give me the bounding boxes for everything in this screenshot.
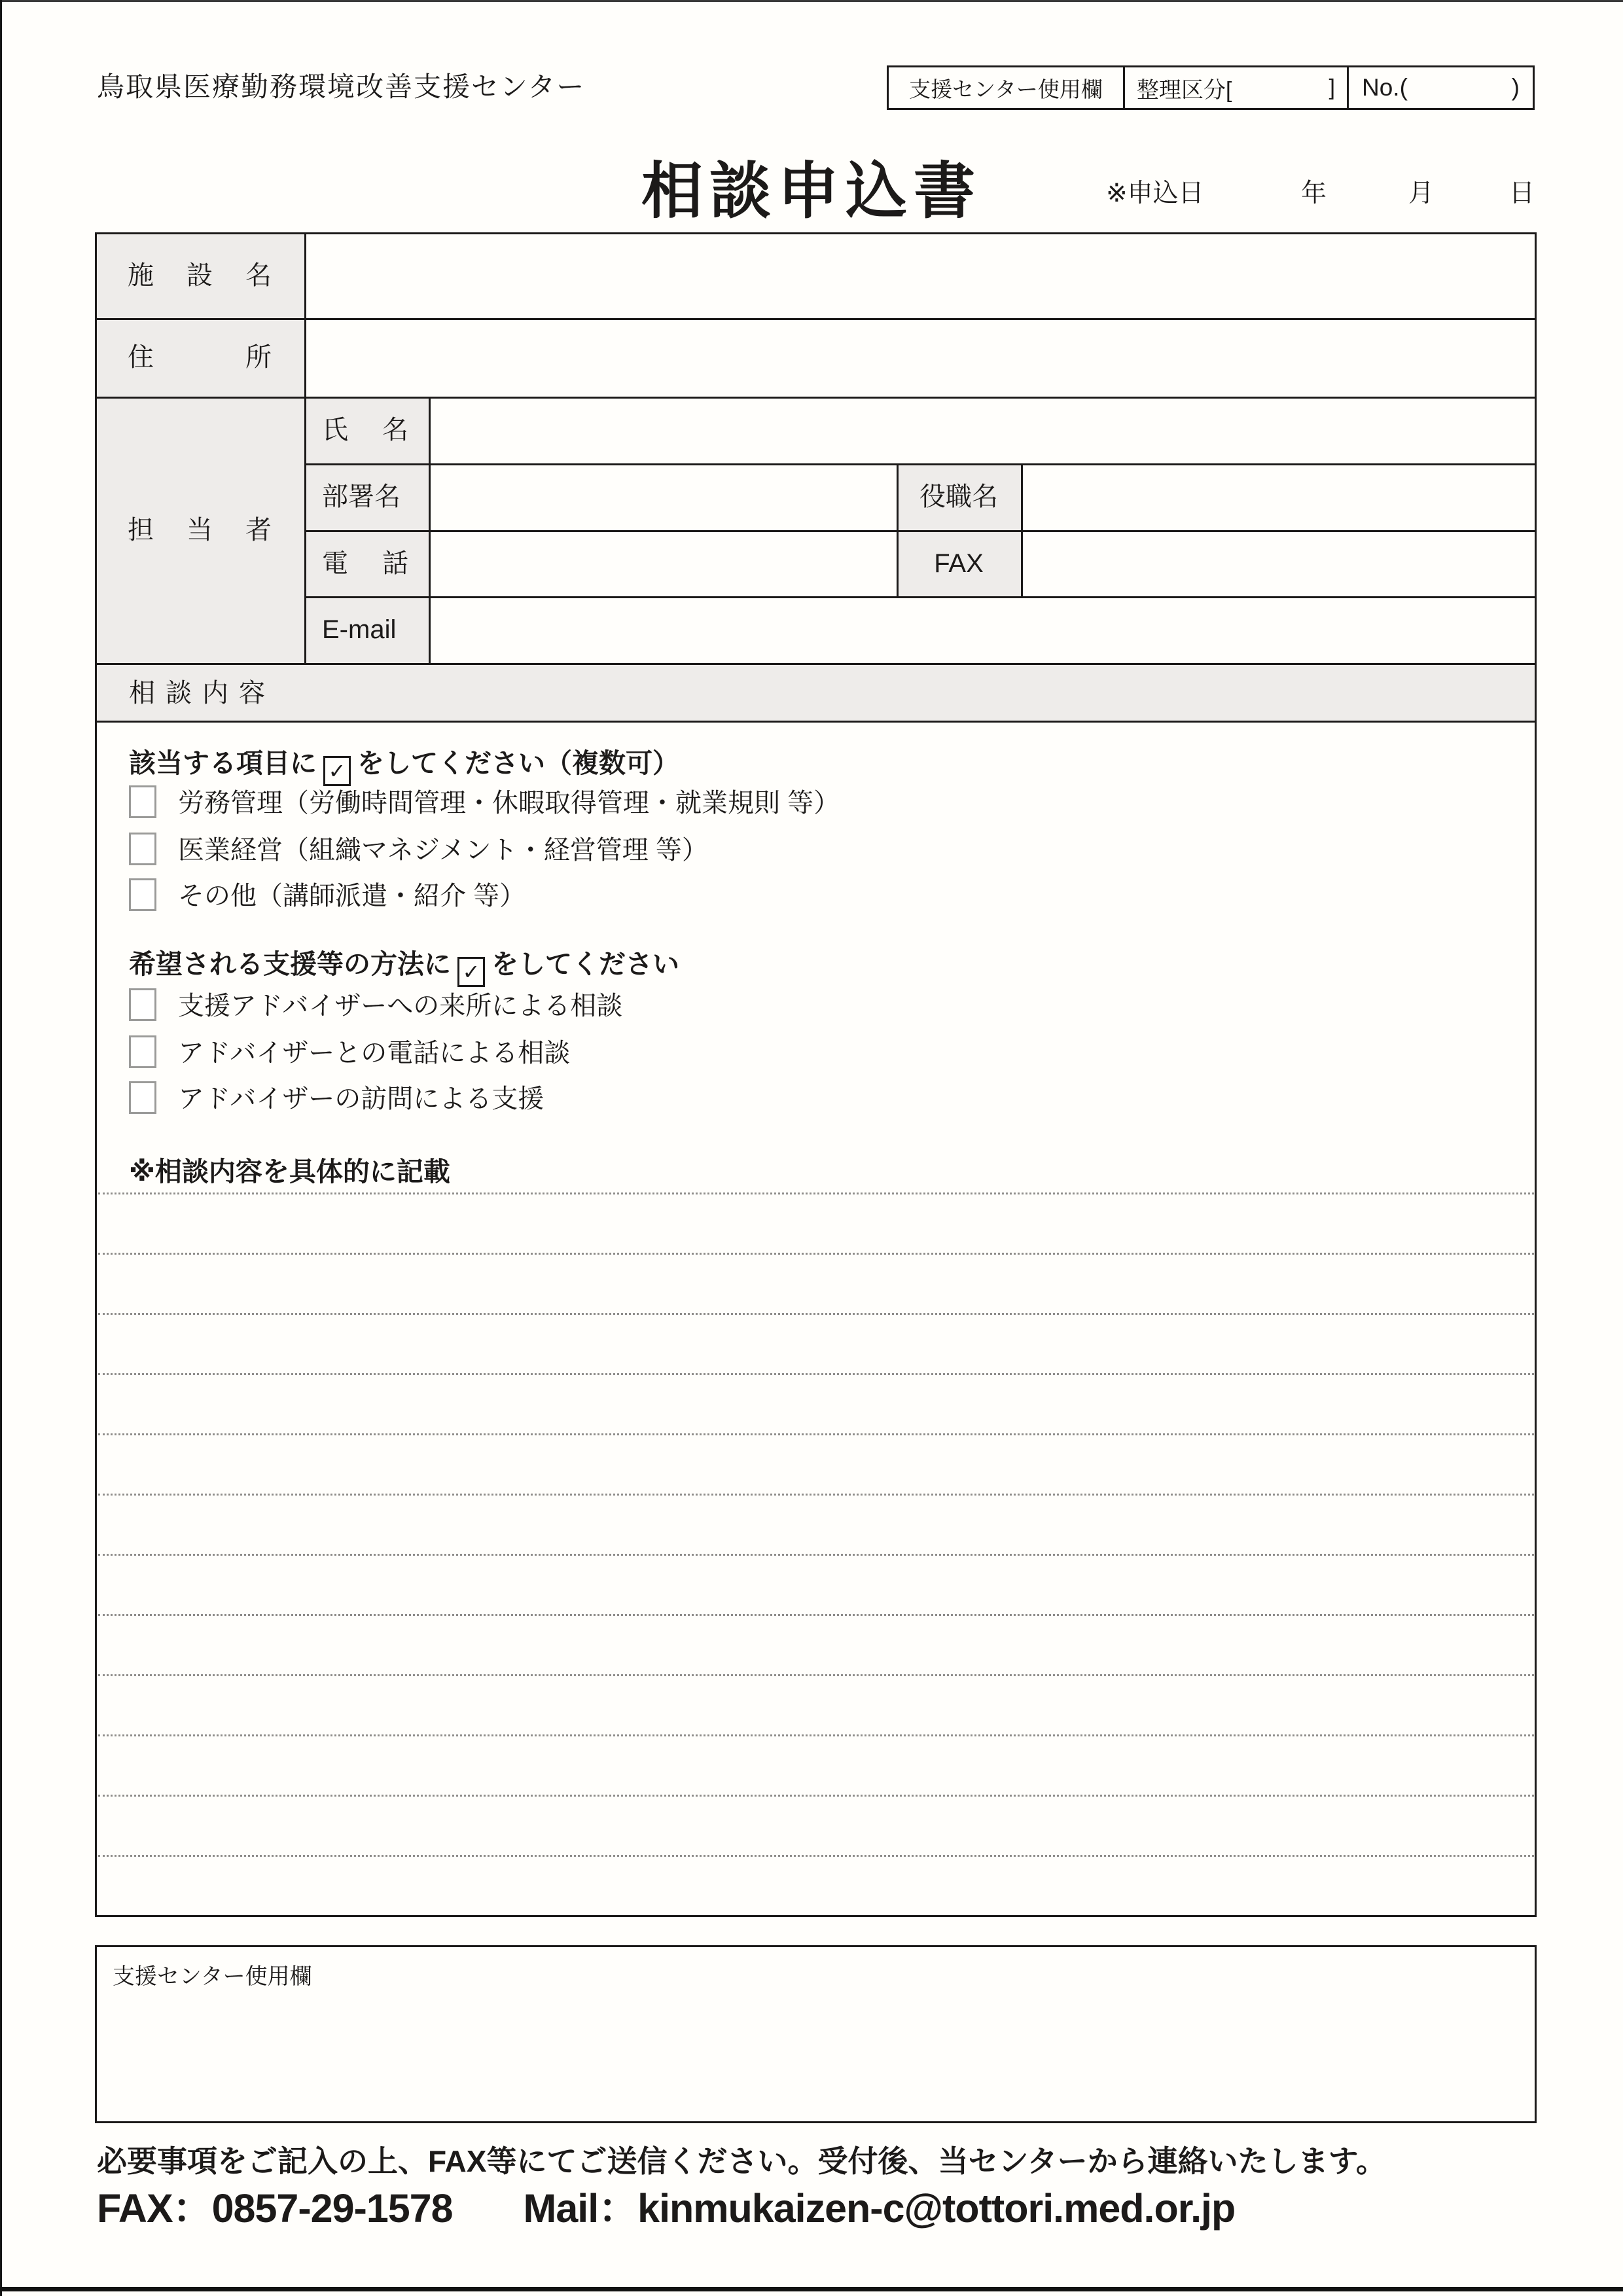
ruled-line bbox=[98, 1253, 1534, 1255]
method-checkbox-adviser-visit[interactable] bbox=[129, 1081, 156, 1114]
consultation-section-row-bg bbox=[97, 665, 1535, 721]
apply-date-year-blank[interactable] bbox=[1211, 171, 1296, 203]
sorting-category-close: ] bbox=[1329, 75, 1335, 100]
consultation-section-label: 相談内容 bbox=[129, 678, 276, 708]
ruled-line bbox=[98, 1193, 1534, 1194]
ruled-line bbox=[98, 1614, 1534, 1616]
organization-name: 鳥取県医療勤務環境改善支援センター bbox=[97, 71, 586, 102]
topics-header: 該当する項目に ✓ をしてください（複数可） bbox=[129, 742, 679, 786]
department-label: 部署名 bbox=[322, 482, 401, 511]
office-use-box-label: 支援センター使用欄 bbox=[113, 1964, 312, 1989]
ruled-line bbox=[98, 1554, 1534, 1556]
fax-label: FAX bbox=[934, 548, 984, 578]
checked-box-icon: ✓ bbox=[457, 957, 485, 987]
ruled-line bbox=[98, 1674, 1534, 1676]
email-input[interactable] bbox=[431, 598, 1535, 661]
phone-input[interactable] bbox=[431, 532, 895, 594]
ruled-line bbox=[98, 1433, 1534, 1435]
footer-instructions: 必要事項をご記入の上、FAX等にてご送信ください。受付後、当センターから連絡いたします。 bbox=[97, 2144, 1386, 2178]
sorting-category-field bbox=[1123, 67, 1347, 108]
department-input[interactable] bbox=[431, 465, 895, 528]
month-label: 月 bbox=[1408, 179, 1435, 207]
contact-person-label: 担当者 bbox=[128, 515, 272, 545]
number-field bbox=[1347, 67, 1533, 108]
topic-checkbox-management[interactable] bbox=[129, 833, 156, 865]
apply-date-day-blank[interactable] bbox=[1440, 171, 1505, 203]
page-title: 相談申込書 bbox=[641, 156, 982, 225]
page-top-edge-line bbox=[0, 0, 1623, 2]
ruled-line bbox=[98, 1373, 1534, 1375]
fax-input[interactable] bbox=[1023, 532, 1535, 594]
row-line-section-content bbox=[95, 721, 1537, 723]
email-label: E-mail bbox=[322, 615, 397, 644]
topic-label-other: その他（講師派遣・紹介 等） bbox=[178, 882, 526, 910]
address-input[interactable] bbox=[306, 320, 1535, 395]
method-checkbox-visit-center[interactable] bbox=[129, 988, 156, 1021]
sorting-category-label: 整理区分[ bbox=[1137, 77, 1232, 103]
fax-number: FAX：0857-29-1578 bbox=[97, 2186, 453, 2231]
footer-contact-line bbox=[97, 2177, 1235, 2234]
page-left-edge-line bbox=[0, 0, 2, 2296]
detail-note: ※相談内容を具体的に記載 bbox=[129, 1157, 450, 1187]
consultation-detail-area[interactable] bbox=[98, 1185, 1534, 1911]
name-label: 氏名 bbox=[322, 416, 408, 444]
year-label: 年 bbox=[1301, 179, 1327, 207]
ruled-line bbox=[98, 1734, 1534, 1736]
page-bottom-edge-line bbox=[0, 2287, 1623, 2291]
number-label: No.( bbox=[1362, 74, 1408, 101]
topic-label-labor: 労務管理（労働時間管理・休暇取得管理・就業規則 等） bbox=[178, 789, 840, 817]
ruled-line bbox=[98, 1795, 1534, 1797]
application-date-label: ※申込日 bbox=[1106, 179, 1204, 207]
topic-label-management: 医業経営（組織マネジメント・経営管理 等） bbox=[178, 836, 708, 865]
position-label: 役職名 bbox=[919, 482, 998, 511]
facility-name-label: 施設名 bbox=[128, 260, 272, 290]
topic-checkbox-other[interactable] bbox=[129, 878, 156, 911]
day-label: 日 bbox=[1509, 179, 1535, 207]
checked-box-icon: ✓ bbox=[323, 756, 351, 786]
address-label: 住所 bbox=[128, 343, 272, 372]
method-label-phone: アドバイザーとの電話による相談 bbox=[178, 1039, 571, 1067]
contact-name-input[interactable] bbox=[431, 399, 1535, 461]
ruled-line bbox=[98, 1494, 1534, 1496]
topic-checkbox-labor[interactable] bbox=[129, 785, 156, 818]
facility-name-input[interactable] bbox=[306, 234, 1535, 316]
apply-date-month-blank[interactable] bbox=[1335, 171, 1404, 203]
ruled-line bbox=[98, 1855, 1534, 1857]
position-input[interactable] bbox=[1023, 465, 1535, 528]
office-use-header-box bbox=[887, 65, 1535, 110]
office-use-header-label: 支援センター使用欄 bbox=[909, 77, 1103, 101]
phone-label: 電話 bbox=[322, 548, 408, 578]
number-close: ) bbox=[1511, 74, 1520, 101]
method-label-visit-center: 支援アドバイザーへの来所による相談 bbox=[178, 992, 623, 1020]
mail-address: Mail：kinmukaizen-c@tottori.med.or.jp bbox=[523, 2186, 1236, 2231]
row-line-contact-section bbox=[95, 663, 1537, 665]
methods-header: 希望される支援等の方法に ✓ をしてください bbox=[129, 942, 679, 987]
method-label-adviser-visit: アドバイザーの訪問による支援 bbox=[178, 1085, 544, 1113]
ruled-line bbox=[98, 1313, 1534, 1315]
method-checkbox-phone[interactable] bbox=[129, 1035, 156, 1068]
